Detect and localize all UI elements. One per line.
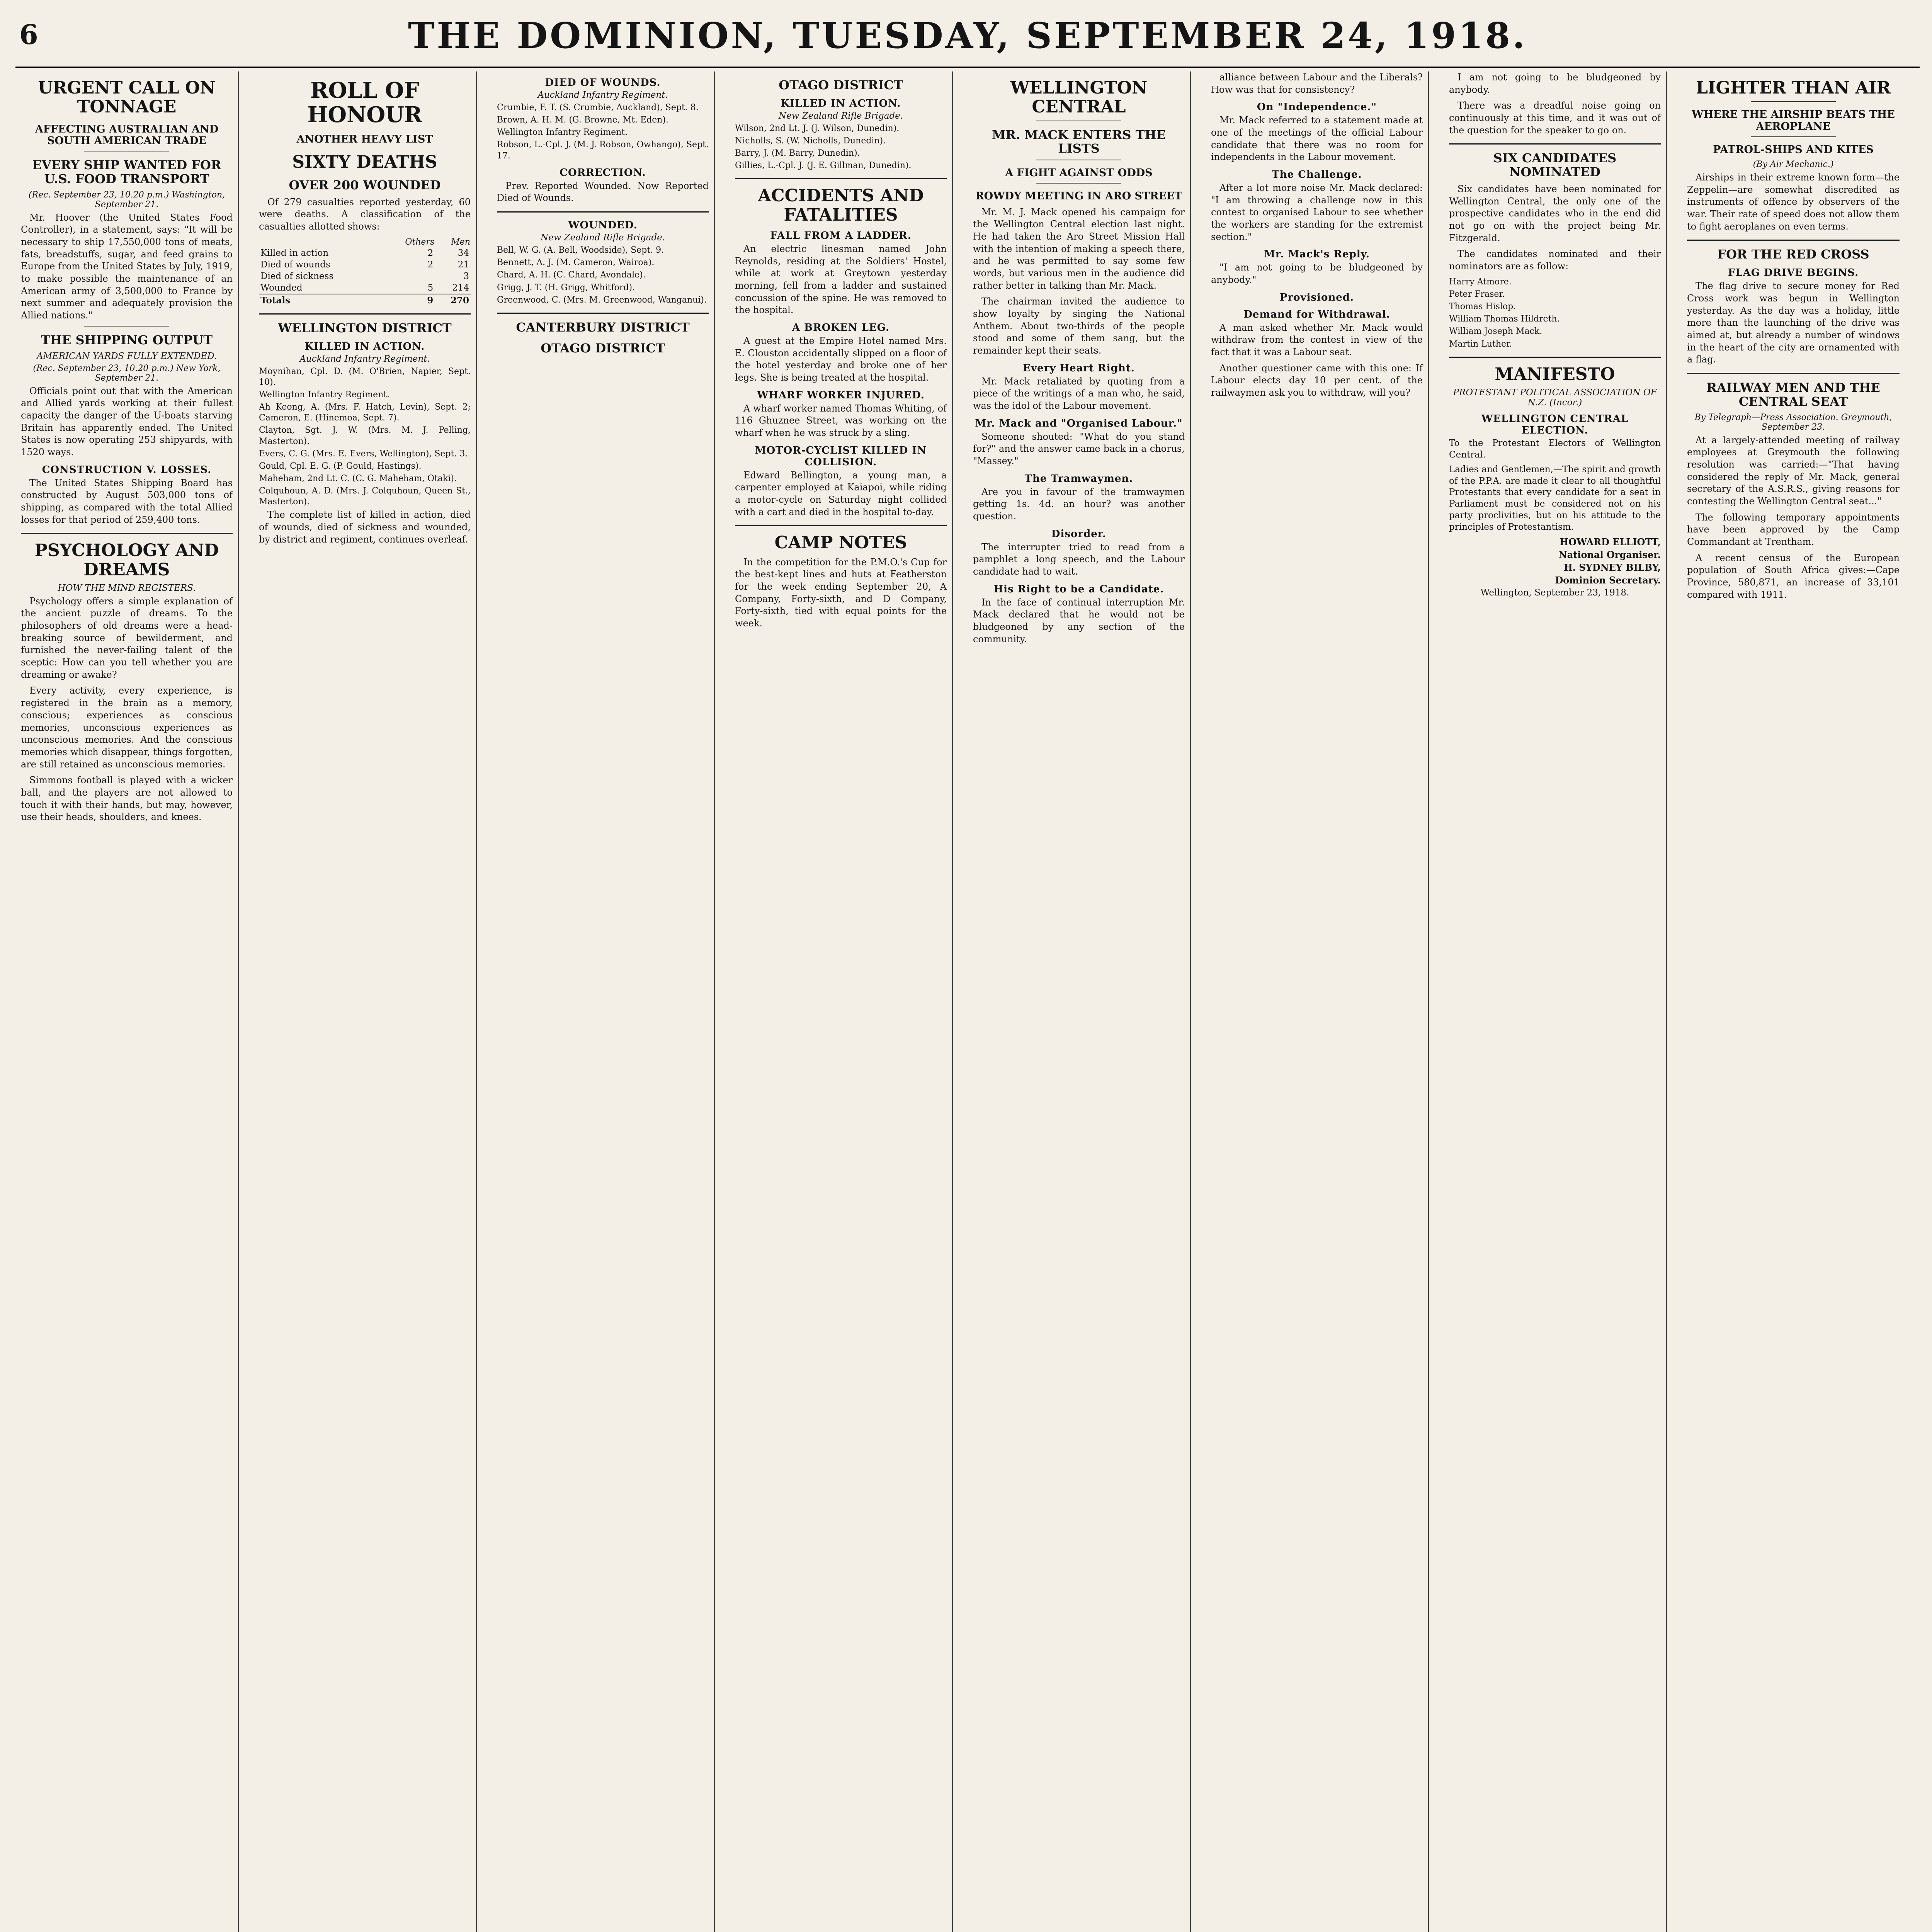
table-row: Killed in action 2 34: [260, 248, 469, 258]
correction-paragraph: Prev. Reported Wounded. Now Reported Died of Wounds.: [497, 180, 709, 204]
column-8: [1682, 71, 1905, 1932]
table-total-row: Totals 9 270: [259, 294, 471, 306]
shipping-paragraph: Officials point out that with the American and Allied yards working at their fullest capacity the danger of the U-boats starving Britain has apparently ended. The United States is now operating 253 shipyards, with 1520 ways.: [21, 385, 233, 457]
table-row: Died of sickness 3: [260, 271, 469, 281]
list-item: Evers, C. G. (Mrs. E. Evers, Wellington), Sept. 3.: [259, 449, 468, 459]
list-item: Ah Keong, A. (Mrs. F. Hatch, Levin), Sept. 2; Cameron, E. (Hinemoa, Sept. 7).: [259, 402, 471, 423]
appointments-paragraph: The following temporary appointments have been approved by the Camp Commandant at Trentham.: [1687, 512, 1900, 547]
manifesto-address: To the Protestant Electors of Wellington Central.: [1449, 438, 1661, 460]
casualty-list: [497, 245, 709, 306]
air-subheadline: WHERE THE AIRSHIP BEATS THE AEROPLANE: [1692, 109, 1895, 133]
candidate-list: [1449, 277, 1661, 350]
election-paragraph: The chairman invited the audience to show loyalty by singing the National Anthem. About two-thirds of the people stood and some of them sang, but the remainder kept their seats.: [973, 296, 1185, 356]
ship-paragraph: Mr. Hoover (the United States Food Controller), in a statement, says: "It will be necessary to ship 17,550,000 tons of meats, fats, breadstuffs, sugar, and feed grains to Europe from the United States by July, 1919, to make possible the maintenance of an American army of 3,500,000 to France by next summer and adequately provision the Allied nations.": [21, 212, 233, 321]
signatory-title: National Organiser.: [1558, 549, 1661, 561]
election-paragraph: alliance between Labour and the Liberals? How was that for consistency?: [1211, 72, 1423, 95]
list-item: Nicholls, S. (W. Nicholls, Dunedin).: [735, 136, 886, 146]
table-row: Died of wounds 2 21: [260, 259, 469, 270]
list-item: Brown, A. H. M. (G. Browne, Mt. Eden).: [497, 115, 669, 125]
accidents-headline: ACCIDENTS AND FATALITIES: [758, 186, 924, 225]
column-header: Men: [451, 237, 470, 247]
shipping-subheadline: AMERICAN YARDS FULLY EXTENDED.: [36, 351, 217, 361]
list-item: Barry, J. (M. Barry, Dunedin).: [735, 148, 860, 158]
list-item: Wellington Infantry Regiment.: [497, 128, 628, 138]
election-paragraph: Another questioner came with this one: If Labour elects day 10 per cent. of the railwaymen ask you to withdraw, will you?: [1211, 362, 1423, 398]
election-paragraph: The interrupter tried to read from a pamphlet a long speech, and the Labour candidate had to wait.: [973, 541, 1185, 577]
tonnage-subheadline: AFFECTING AUSTRALIAN AND SOUTH AMERICAN TRADE: [35, 123, 219, 147]
broken-leg-headline: A BROKEN LEG.: [792, 322, 890, 334]
ladder-paragraph: An electric linesman named John Reynolds, residing at the Soldiers' Hostel, while at work at Greytown yesterday morning, fell from a ladder and sustained concussion of the spine. He was removed to the hospital.: [735, 243, 947, 316]
flag-drive-subheadline: FLAG DRIVE BEGINS.: [1728, 267, 1859, 279]
wharf-paragraph: A wharf worker named Thomas Whiting, of 116 Ghuznee Street, was working on the wharf when he was struck by a sling.: [735, 403, 947, 439]
column-header: Others: [405, 237, 435, 247]
district-headline: WELLINGTON DISTRICT: [278, 320, 452, 335]
election-paragraph: I am not going to be bludgeoned by anybody.: [1449, 72, 1661, 95]
list-item: Peter Fraser.: [1449, 289, 1505, 299]
air-byline: (By Air Mechanic.): [1753, 159, 1834, 169]
killed-headline: KILLED IN ACTION.: [304, 340, 425, 352]
candidate-right-subhead: His Right to be a Candidate.: [993, 583, 1164, 595]
air-headline: LIGHTER THAN AIR: [1696, 78, 1891, 98]
tonnage-headline: URGENT CALL ON TONNAGE: [38, 78, 216, 117]
psychology-paragraph: Simmons football is played with a wicker ball, and the players are not allowed to touch it with their hands, but may, however, use their heads, shoulders, and knees.: [21, 775, 233, 823]
list-item: Wilson, 2nd Lt. J. (J. Wilson, Dunedin).: [735, 123, 900, 133]
column-3: [492, 71, 715, 1932]
railway-headline: RAILWAY MEN AND THE CENTRAL SEAT: [1706, 380, 1880, 409]
list-item: Greenwood, C. (Mrs. M. Greenwood, Wanganui).: [497, 295, 707, 305]
wounded-headline: OVER 200 WOUNDED: [289, 177, 441, 192]
table-row: Wounded 5 214: [260, 282, 469, 293]
nominated-headline: SIX CANDIDATES NOMINATED: [1493, 151, 1617, 180]
manifesto-subheadline: PROTESTANT POLITICAL ASSOCIATION OF N.Z. (Incor.): [1453, 387, 1657, 408]
columns: [15, 71, 1920, 1932]
masthead: [15, 8, 1920, 68]
election-paragraph: "I am not going to be bludgeoned by anybody.": [1211, 262, 1423, 286]
column-4: [730, 71, 953, 1932]
regiment-label: New Zealand Rifle Brigade.: [540, 233, 665, 243]
census-paragraph: A recent census of the European population of South Africa gives:—Cape Province, 580,871, an increase of 33,101 compared with 1911.: [1687, 552, 1900, 600]
page-number: 6: [19, 19, 38, 51]
list-item: Gillies, L.-Cpl. J. (J. E. Gillman, Dunedin).: [735, 161, 912, 171]
deaths-headline: SIXTY DEATHS: [292, 152, 437, 172]
nominated-paragraph: Six candidates have been nominated for Wellington Central, the only one of the prospective candidates who in the end did not go on with the project being Mr. Fitzgerald.: [1449, 184, 1661, 243]
shipping-dateline: (Rec. September 23, 10.20 p.m.) New York, September 21.: [33, 363, 221, 383]
list-item: Clayton, Sgt. J. W. (Mrs. M. J. Pelling, Masterton).: [259, 425, 471, 446]
roll-intro: Of 279 casualties reported yesterday, 60 were deaths. A classification of the casualties allotted shows:: [259, 196, 471, 232]
column-5: [968, 71, 1191, 1932]
wellington-central-headline: WELLINGTON CENTRAL: [1010, 78, 1148, 117]
ship-headline: EVERY SHIP WANTED FOR U.S. FOOD TRANSPORT: [32, 158, 221, 186]
construction-paragraph: The United States Shipping Board has constructed by August 503,000 tons of shipping, as compared with the total Allied losses for that period of 259,400 tons.: [21, 477, 233, 525]
casualty-list: [259, 366, 471, 508]
list-item: Thomas Hislop.: [1449, 302, 1516, 312]
wounded-headline: WOUNDED.: [568, 219, 638, 231]
air-subheadline-2: PATROL-SHIPS AND KITES: [1713, 143, 1874, 156]
election-paragraph: There was a dreadful noise going on continuously at this time, and it was out of the question for the speaker to go on.: [1449, 100, 1661, 136]
killed-headline: KILLED IN ACTION.: [781, 97, 901, 109]
construction-headline: CONSTRUCTION V. LOSSES.: [42, 464, 212, 476]
election-paragraph: Mr. Mack referred to a statement made at one of the meetings of the official Labour candidate that there was no room for independents in the Labour movement.: [1211, 115, 1423, 163]
manifesto-body: Ladies and Gentlemen,—The spirit and growth of the P.P.A. are made it clear to all thoughtful Protestants that every candidate for a seat in Parliament must be considered not on his party proclivities, but on his attitude to the principles of Protestantism.: [1449, 464, 1661, 532]
broken-leg-paragraph: A guest at the Empire Hotel named Mrs. E. Clouston accidentally slipped on a floor of the hotel yesterday and broke one of her legs. She is being treated at the hospital.: [735, 335, 947, 383]
list-item: Chard, A. H. (C. Chard, Avondale).: [497, 270, 646, 280]
column-6: [1206, 71, 1429, 1932]
list-continuation: The complete list of killed in action, died of wounds, died of sickness and wounded, by district and regiment, continues overleaf.: [259, 509, 471, 545]
column-7: [1444, 71, 1667, 1932]
list-item: Robson, L.-Cpl. J. (M. J. Robson, Owhango), Sept. 17.: [497, 140, 709, 161]
list-item: Wellington Infantry Regiment.: [259, 389, 390, 400]
roll-headline: ROLL OF HONOUR: [307, 78, 422, 128]
shipping-headline: THE SHIPPING OUTPUT: [41, 332, 213, 347]
list-item: Crumbie, F. T. (S. Crumbie, Auckland), Sept. 8.: [497, 103, 699, 112]
list-item: Moynihan, Cpl. D. (M. O'Brien, Napier, Sept. 10).: [259, 366, 471, 387]
list-item: Gould, Cpl. E. G. (P. Gould, Hastings).: [259, 461, 422, 471]
list-item: Grigg, J. T. (H. Grigg, Whitford).: [497, 282, 635, 293]
regiment-label: Auckland Infantry Regiment.: [299, 354, 430, 364]
list-item: Maheham, 2nd Lt. C. (C. G. Maheham, Otaki).: [259, 474, 457, 484]
air-paragraph: Airships in their extreme known form—the Zeppelin—are somewhat discredited as instruments of offence by observers of the war. Their rate of speed does not allow them to fight aeroplanes on even terms.: [1687, 172, 1900, 232]
casualty-list: [735, 123, 947, 172]
fight-subheadline: A FIGHT AGAINST ODDS: [1005, 167, 1153, 179]
correction-headline: CORRECTION.: [560, 167, 646, 179]
election-paragraph: Mr. Mack retaliated by quoting from a piece of the writings of a man who, he said, was the idol of the Labour movement.: [973, 376, 1185, 412]
provisioned-subhead: Provisioned.: [1279, 291, 1354, 303]
camp-paragraph: In the competition for the P.M.O.'s Cup for the best-kept lines and huts at Featherston for the week ending September 20, A Company, Forty-sixth, and D Company, Forty-sixth, tied with equal points for the week.: [735, 556, 947, 629]
organised-labour-subhead: Mr. Mack and "Organised Labour.": [975, 417, 1183, 429]
flag-drive-paragraph: The flag drive to secure money for Red Cross work was begun in Wellington yesterday. As the day was a holiday, little more than the launching of the drive was aimed at, but already a number of windows in the heart of the city are ornamented with a flag.: [1687, 281, 1900, 365]
independence-subhead: On "Independence.": [1257, 101, 1377, 113]
casualty-list: [497, 102, 709, 162]
otago-district-headline: OTAGO DISTRICT: [779, 78, 903, 92]
column-2: [253, 71, 477, 1932]
list-item: William Joseph Mack.: [1449, 327, 1543, 337]
ladder-headline: FALL FROM A LADDER.: [770, 230, 912, 242]
manifesto-election-label: WELLINGTON CENTRAL ELECTION.: [1481, 413, 1629, 436]
list-item: Colquhoun, A. D. (Mrs. J. Colquhoun, Queen St., Masterton).: [259, 486, 471, 507]
signatory: HOWARD ELLIOTT,: [1560, 536, 1661, 548]
list-item: Bell, W. G. (A. Bell, Woodside), Sept. 9.: [497, 245, 664, 255]
election-paragraph: Are you in favour of the tramwaymen getting 1s. 4d. an hour? was another question.: [973, 486, 1185, 522]
ship-dateline: (Rec. September 23, 10.20 p.m.) Washington, September 21.: [28, 190, 225, 209]
signatory-title: Dominion Secretary.: [1555, 575, 1661, 586]
disorder-subhead: Disorder.: [1051, 528, 1107, 540]
camp-headline: CAMP NOTES: [774, 533, 907, 553]
psychology-headline: PSYCHOLOGY AND DREAMS: [34, 541, 219, 580]
nominated-paragraph: The candidates nominated and their nominators are as follow:: [1449, 248, 1661, 272]
election-paragraph: Someone shouted: "What do you stand for?" and the answer came back in a chorus, "Massey.": [973, 431, 1185, 467]
rowdy-subheadline: ROWDY MEETING IN ARO STREET: [975, 190, 1182, 202]
wharf-headline: WHARF WORKER INJURED.: [757, 389, 925, 401]
reply-subhead: Mr. Mack's Reply.: [1264, 248, 1370, 260]
manifesto-date: Wellington, September 23, 1918.: [1480, 588, 1629, 598]
list-item: Bennett, A. J. (M. Cameron, Wairoa).: [497, 258, 655, 268]
psychology-paragraph: Every activity, every experience, is registered in the brain as a memory, conscious; experiences as conscious memories, unconscious experiences as unconscious memories. And the conscious memories which disappear, things forgotten, are still retained as unconscious memories.: [21, 685, 233, 770]
signatory: H. SYDNEY BILBY,: [1563, 562, 1661, 573]
canterbury-headline: CANTERBURY DISTRICT: [516, 320, 690, 335]
column-1: [15, 71, 239, 1932]
red-cross-headline: FOR THE RED CROSS: [1717, 247, 1869, 262]
manifesto-headline: MANIFESTO: [1495, 364, 1615, 384]
election-paragraph: Mr. M. J. Mack opened his campaign for the Wellington Central election last night. He had taken the Aro Street Mission Hall with the intention of making a speech there, and he was permitted to say some few words, but various men in the audience did rather better in talking than Mr. Mack.: [973, 206, 1185, 291]
motor-headline: MOTOR-CYCLIST KILLED IN COLLISION.: [755, 444, 927, 468]
otago-headline: OTAGO DISTRICT: [541, 340, 665, 355]
withdrawal-subhead: Demand for Withdrawal.: [1243, 308, 1390, 320]
mack-subheadline: MR. MACK ENTERS THE LISTS: [992, 127, 1166, 156]
railway-dateline: By Telegraph—Press Association. Greymouth, September 23.: [1694, 412, 1892, 432]
hearts-subhead: Every Heart Right.: [1023, 362, 1135, 374]
casualty-table: [259, 237, 471, 306]
regiment-label: New Zealand Rifle Brigade.: [778, 111, 903, 121]
newspaper-title: THE DOMINION, TUESDAY, SEPTEMBER 24, 1918.: [408, 15, 1527, 56]
election-paragraph: In the face of continual interruption Mr. Mack declared that he would not be bludgeoned by any section of the community.: [973, 597, 1185, 645]
list-item: Martin Luther.: [1449, 339, 1512, 349]
tramwaymen-subhead: The Tramwaymen.: [1024, 473, 1133, 485]
list-item: William Thomas Hildreth.: [1449, 314, 1560, 324]
psychology-subheadline: HOW THE MIND REGISTERS.: [58, 583, 196, 593]
railway-paragraph: At a largely-attended meeting of railway employees at Greymouth the following resolution was carried:—"That having considered the reply of Mr. Mack, general secretary of the A.S.R.S., giving reasons for contesting the Wellington Central seat...": [1687, 434, 1900, 507]
challenge-subhead: The Challenge.: [1272, 169, 1362, 181]
regiment-label: Auckland Infantry Regiment.: [537, 90, 668, 100]
psychology-paragraph: Psychology offers a simple explanation of the ancient puzzle of dreams. To the philosophers of old dreams were a head-breaking source of bewilderment, and furnished the never-failing talent of the sceptic: How can you tell whether you are dreaming or awake?: [21, 595, 233, 680]
election-paragraph: A man asked whether Mr. Mack would withdraw from the contest in view of the fact that it was a Labour seat.: [1211, 322, 1423, 358]
election-paragraph: After a lot more noise Mr. Mack declared: "I am throwing a challenge now in this contest to organised Labour to see whether the workers are standing for the extremist section.": [1211, 182, 1423, 242]
died-of-wounds-headline: DIED OF WOUNDS.: [545, 77, 661, 88]
list-item: Harry Atmore.: [1449, 277, 1512, 287]
motor-paragraph: Edward Bellington, a young man, a carpenter employed at Kaiapoi, while riding a motor-cycle on Saturday night collided with a cart and died in the hospital to-day.: [735, 469, 947, 517]
roll-subheadline: ANOTHER HEAVY LIST: [296, 133, 433, 146]
